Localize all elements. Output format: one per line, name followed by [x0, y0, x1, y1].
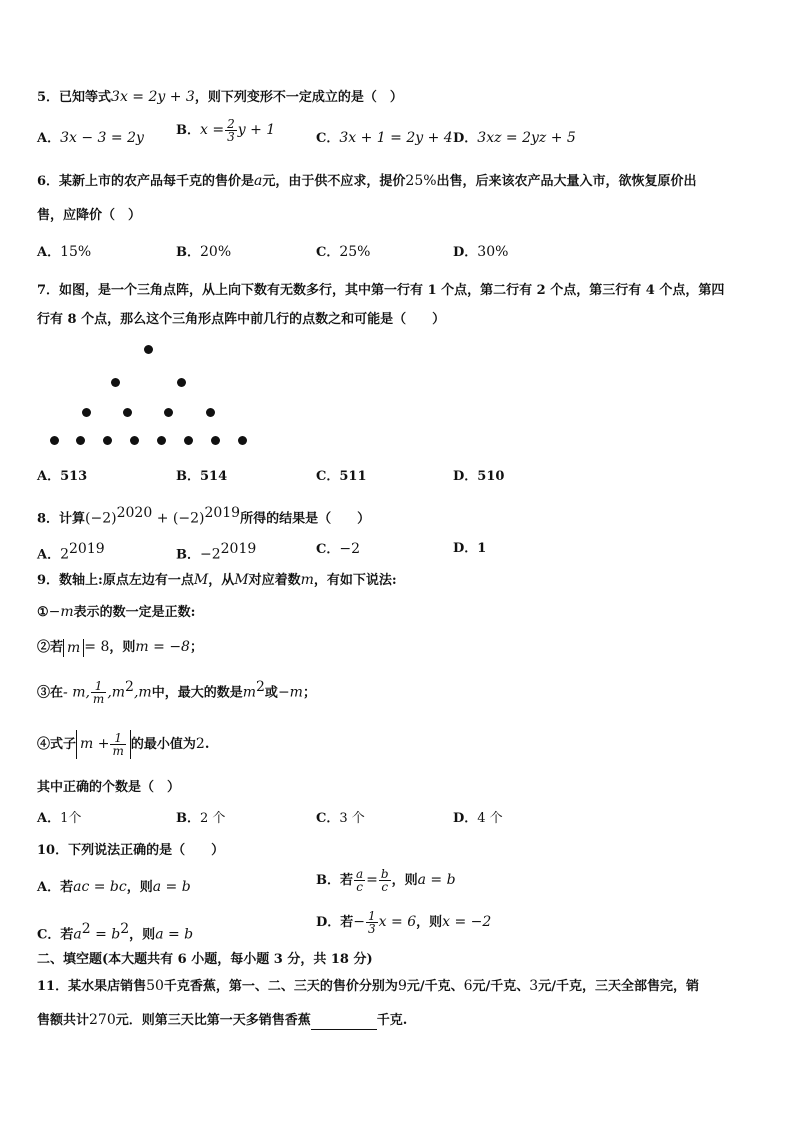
s1-text: 表示的数一定是正数: [73, 605, 196, 620]
option-math: ac = bc [73, 879, 127, 895]
lattice-dot [76, 436, 85, 445]
denominator: 3 [368, 922, 376, 936]
fraction [354, 868, 365, 893]
option-value: 30% [477, 244, 509, 260]
q6-var: a [254, 173, 263, 189]
option-value: 2 个 [200, 811, 226, 826]
option-label: C． [37, 927, 61, 943]
option-exp: 2019 [69, 541, 105, 557]
option-text-2: ，则 [129, 927, 156, 943]
numerator: 1 [110, 732, 125, 745]
lattice-dot [177, 378, 186, 387]
s3-or: 或 [264, 685, 278, 701]
lattice-dot [164, 408, 173, 417]
q8-option-d[interactable] [453, 540, 486, 558]
option-math-2: a = b [155, 926, 194, 943]
q7-stem-line2: 行有 8 个点，那么这个三角形点阵中前几行的点数之和可能是（ ） [37, 312, 446, 327]
option-exp: 2019 [220, 541, 257, 557]
q9-statement-2 [37, 638, 203, 657]
equals: = [366, 872, 378, 888]
q9-option-a[interactable] [37, 810, 81, 828]
q10-option-b[interactable] [316, 868, 456, 893]
s3-end: ； [302, 685, 316, 701]
q9-option-d[interactable] [453, 810, 503, 828]
q6-option-a[interactable] [37, 243, 91, 262]
numerator: 1 [91, 680, 106, 693]
option-label: B． [176, 811, 200, 826]
lattice-dot [103, 436, 112, 445]
s3-text: ③在 [37, 685, 64, 701]
option-text: 若 [340, 873, 354, 888]
q5-equation: 3x = 2y + 3 [111, 89, 195, 105]
q8-option-b[interactable] [176, 540, 256, 564]
q6-text: 6．某新上市的农产品每千克的售价是 [37, 174, 255, 189]
abs-m: m [63, 639, 84, 657]
q5-option-b[interactable] [176, 118, 275, 143]
option-label: B． [316, 873, 340, 888]
q8-plus: + (−2) [152, 510, 205, 527]
q7-option-a[interactable] [37, 468, 87, 486]
q11-text-8: 千克. [376, 1013, 408, 1028]
q9-text-3: 对应着数 [248, 573, 301, 588]
denominator: 3 [227, 130, 235, 144]
q8-exp2: 2019 [204, 505, 241, 521]
denominator: m [112, 744, 124, 758]
q11-text-6: 售额共计 [37, 1013, 90, 1028]
q11-price-2: 6 [463, 978, 473, 994]
q7-option-b[interactable] [176, 468, 227, 486]
option-math: a [73, 926, 82, 943]
q5-stem-text-2: ，则下列变形不一定成立的是（ ） [194, 90, 403, 105]
option-value: 1 [477, 541, 487, 556]
option-value: 3xz = 2yz + 5 [477, 130, 576, 146]
option-minus: − [353, 914, 366, 930]
q6-option-c[interactable] [316, 243, 370, 262]
fraction [366, 910, 378, 935]
option-value: −2 [339, 541, 360, 557]
fraction [379, 868, 391, 893]
option-value: 514 [200, 469, 228, 484]
s2-eq: = 8 [84, 639, 110, 655]
q8-option-c[interactable] [316, 540, 360, 559]
s4-m: m + [80, 736, 110, 752]
option-label: C． [316, 469, 340, 484]
option-math: a = b [417, 872, 456, 888]
option-value: 3x + 1 = 2y + 4 [339, 130, 453, 146]
s2-text-2: ，则 [109, 640, 136, 655]
lattice-dot [82, 408, 91, 417]
option-label: A． [37, 811, 61, 826]
option-text: 若 [340, 915, 354, 930]
q9-option-b[interactable] [176, 810, 225, 828]
q5-stem-text: 5．已知等式 [37, 90, 112, 105]
option-math: x = 6 [378, 914, 417, 930]
lattice-dot [50, 436, 59, 445]
q9-statement-1 [37, 603, 195, 622]
option-label: A． [37, 131, 61, 146]
section-heading: 二、填空题(本大题共有 6 小题，每小题 3 分，共 18 分) [37, 952, 373, 967]
q6-stem-line2: 售，应降价（ ） [37, 208, 142, 223]
lattice-dot [111, 378, 120, 387]
q9-option-c[interactable] [316, 810, 365, 828]
fraction [110, 732, 125, 757]
q10-option-d[interactable] [316, 910, 491, 935]
option-value: 1个 [60, 811, 82, 826]
s3-text-2: 中，最大的数是 [151, 685, 243, 701]
option-value: 15% [60, 244, 92, 260]
option-text-2: ，则 [126, 880, 153, 895]
q9-var-m: m [300, 572, 314, 588]
option-value-pre: x = [200, 122, 225, 138]
s3-max-b: −m [277, 684, 303, 701]
q9-statement-4 [37, 730, 209, 759]
option-math-2: a = b [152, 879, 191, 895]
numerator: 1 [368, 909, 376, 923]
q11-text: 11．某水果店销售 [37, 979, 147, 994]
q8-expr: (−2) [85, 510, 117, 527]
s3-max-a: m [242, 684, 256, 701]
q11-text-4: 元/千克、 [472, 979, 530, 994]
q7-stem-line1: 7．如图，是一个三角点阵，从上向下数有无数多行，其中第一行有 1 个点，第二行有 2 个点，第三行有 4 个点，第四 [37, 283, 725, 298]
q11-text-5: 元/千克，三天全部售完，销 [538, 979, 699, 994]
option-value: 3 个 [339, 811, 365, 826]
option-label: B． [176, 469, 200, 484]
option-label: D． [453, 469, 478, 484]
lattice-dot [157, 436, 166, 445]
q11-text-3: 元/千克、 [406, 979, 464, 994]
lattice-dot [184, 436, 193, 445]
option-value: 20% [200, 244, 232, 260]
option-label: A． [37, 469, 61, 484]
q6-option-b[interactable] [176, 243, 231, 262]
option-math-2: x = −2 [442, 914, 492, 930]
option-label: A． [37, 880, 61, 895]
q8-stem [37, 504, 370, 528]
s4-text: ④式子 [37, 737, 77, 752]
option-text: 若 [60, 927, 74, 943]
s2-result: m = −8 [135, 639, 190, 655]
q10-stem: 10．下列说法正确的是（ ） [37, 843, 225, 858]
s3-m: ,m [133, 684, 152, 701]
option-text: 若 [60, 880, 74, 895]
s1-expr: −m [48, 604, 74, 620]
option-base: 2 [60, 546, 70, 563]
denominator: c [381, 880, 389, 894]
q11-text-7: 元．则第三天比第一天多销售香蕉 [115, 1013, 311, 1028]
option-label: C． [316, 811, 340, 826]
s3-m-sq: ,m [107, 684, 126, 701]
q11-price-3: 3 [529, 978, 539, 994]
s4-text-2: 的最小值为 [130, 737, 196, 752]
s4-end: . [204, 737, 210, 752]
option-label: A． [37, 547, 61, 563]
q7-option-d[interactable] [453, 468, 504, 486]
q7-option-c[interactable] [316, 468, 367, 486]
lattice-dot [144, 345, 153, 354]
q6-pct: 25% [405, 173, 437, 189]
option-value: 4 个 [477, 811, 503, 826]
answer-blank[interactable] [311, 1029, 377, 1030]
q8-text-2: 所得的结果是（ ） [240, 511, 371, 527]
lattice-dot [206, 408, 215, 417]
denominator: c [356, 880, 363, 894]
q8-exp1: 2020 [116, 505, 153, 521]
lattice-dot [123, 408, 132, 417]
q5-option-a[interactable] [37, 129, 144, 148]
option-label: D． [453, 245, 478, 260]
q11-line2 [37, 1011, 407, 1030]
s2-text: ②若 [37, 640, 64, 655]
option-value: 3x − 3 = 2y [60, 130, 144, 146]
q9-point-M: M [193, 572, 209, 588]
option-value: 510 [477, 469, 505, 484]
abs-expr [76, 730, 131, 759]
q11-line1 [37, 977, 699, 996]
option-label: C． [316, 542, 340, 557]
q8-text: 8．计算 [37, 511, 86, 527]
option-label: D． [453, 811, 478, 826]
q5-option-d[interactable] [453, 129, 576, 148]
q5-option-c[interactable] [316, 129, 453, 148]
numerator: 2 [227, 117, 235, 131]
q6-option-d[interactable] [453, 243, 508, 262]
option-value: 511 [339, 469, 367, 484]
denominator: m [92, 692, 105, 707]
option-text-2: ，则 [391, 873, 418, 888]
option-value: 25% [339, 244, 371, 260]
s4-min: 2 [195, 736, 205, 752]
option-label: B． [176, 547, 200, 563]
option-label: D． [453, 541, 478, 556]
fraction [225, 118, 237, 143]
option-base: −2 [200, 546, 221, 563]
s1-mark: ① [37, 605, 49, 620]
option-label: C． [316, 131, 340, 146]
q9-stem [37, 571, 397, 590]
fraction [91, 680, 106, 705]
q11-price-1: 9 [397, 978, 407, 994]
q9-text-4: ，有如下说法: [313, 573, 397, 588]
q8-option-a[interactable] [37, 540, 105, 564]
s2-end: ； [189, 640, 203, 655]
lattice-dot [211, 436, 220, 445]
q10-option-a[interactable] [37, 878, 191, 897]
q6-text-2: 元，由于供不应求，提价 [262, 174, 406, 189]
q9-statement-3: ③在- m, $\frac{1}{m}$ $,m^2,m$中，最大的数是$m^2$或−m； [37, 679, 316, 707]
q6-stem-line1 [37, 172, 697, 191]
option-label: B． [176, 123, 200, 138]
q5-stem [37, 88, 403, 107]
q6-text-3: 出售，后来该农产品大量入市，欲恢复原价出 [436, 174, 697, 189]
numerator: b [380, 867, 389, 881]
option-value: 513 [60, 469, 88, 484]
lattice-dot [238, 436, 247, 445]
q11-total: 270 [89, 1012, 116, 1028]
option-label: C． [316, 245, 340, 260]
q11-text-2: 千克香蕉，第一、二、三天的售价分别为 [163, 979, 398, 994]
q9-text-2: ，从 [208, 573, 235, 588]
q10-option-c[interactable]: C．若$a^2 = b^2$，则a = b [37, 921, 194, 943]
option-label: A． [37, 245, 61, 260]
option-label: B． [176, 245, 200, 260]
option-math-b: = b [90, 926, 121, 943]
numerator: a [356, 867, 364, 881]
option-label: D． [453, 131, 478, 146]
s3-neg-m: - m, [63, 684, 90, 701]
q9-tail: 其中正确的个数是（ ） [37, 780, 181, 795]
q9-point-M-2: M [234, 572, 249, 588]
q11-num: 50 [146, 978, 164, 994]
option-label: D． [316, 915, 341, 930]
option-text-2: ，则 [416, 915, 443, 930]
option-value-post: y + 1 [237, 122, 276, 138]
lattice-dot [130, 436, 139, 445]
q9-text: 9．数轴上:原点左边有一点 [37, 573, 194, 588]
